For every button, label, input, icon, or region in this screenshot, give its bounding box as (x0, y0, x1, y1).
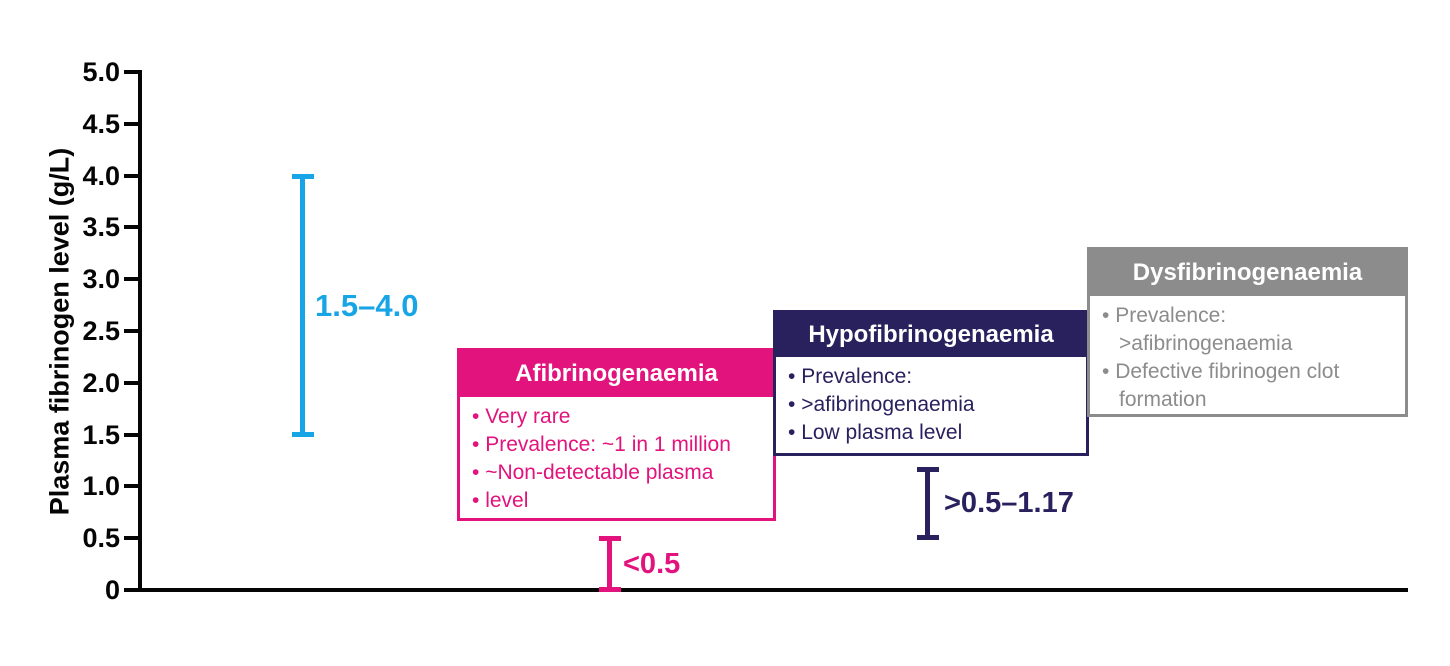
range-errorbar (917, 535, 939, 540)
y-axis-tick-label: 3.0 (82, 264, 120, 295)
y-axis-tick-label: 1.5 (82, 419, 120, 450)
hypofibrinogenaemia-title: Hypofibrinogenaemia (776, 313, 1086, 357)
y-axis-tick-label: 3.5 (82, 212, 120, 243)
dysfibrinogenaemia-callout (1087, 247, 1408, 417)
y-axis-tick-label: 2.0 (82, 367, 120, 398)
hypofibrinogenaemia-range-value-label: >0.5–1.17 (944, 487, 1074, 519)
range-errorbar (925, 469, 930, 538)
bullet-item: • >afibrinogenaemia (788, 391, 1076, 419)
afibrinogenaemia-bullet-list (460, 397, 773, 515)
range-errorbar (607, 538, 612, 590)
y-axis-tick (124, 433, 138, 437)
dysfibrinogenaemia-bullet-list (1090, 296, 1405, 414)
x-axis-line (138, 588, 1408, 592)
range-errorbar (599, 536, 621, 541)
bullet-item: • Prevalence: (788, 363, 1076, 391)
y-axis-tick (124, 122, 138, 126)
afibrinogenaemia-callout (457, 348, 776, 521)
normal-range-title: Normal plasma level in a healthy person (167, 97, 436, 152)
y-axis-tick (124, 536, 138, 540)
normal-range-value-label: 1.5–4.0 (315, 288, 419, 323)
y-axis-tick (124, 70, 138, 74)
bullet-item: • level (472, 487, 763, 515)
y-axis-tick-label: 0 (104, 575, 120, 605)
bullet-item: • Prevalence: >afibrinogenaemia (1102, 302, 1384, 358)
hypofibrinogenaemia-callout (773, 310, 1089, 456)
range-errorbar (292, 174, 314, 179)
bullet-item: • Defective fibrinogen clot formation (1102, 358, 1384, 414)
y-axis-tick (124, 588, 138, 592)
y-axis-tick (124, 381, 138, 385)
bullet-item: • Prevalence: ~1 in 1 million (472, 431, 763, 459)
y-axis-tick (124, 277, 138, 281)
bullet-item: • Very rare (472, 403, 763, 431)
range-errorbar (292, 432, 314, 437)
afibrinogenaemia-title: Afibrinogenaemia (460, 351, 773, 397)
y-axis-tick-label: 1.0 (82, 471, 120, 502)
range-errorbar (300, 176, 305, 435)
normal-range-callout (143, 87, 460, 162)
y-axis-tick (124, 484, 138, 488)
y-axis-tick-label: 4.0 (82, 160, 120, 191)
range-errorbar (599, 587, 621, 592)
bullet-item: • Low plasma level (788, 419, 1076, 447)
y-axis-tick (124, 225, 138, 229)
y-axis-tick-label: 0.5 (82, 523, 120, 554)
y-axis-line (138, 70, 142, 592)
y-axis-tick-label: 2.5 (82, 316, 120, 346)
y-axis-tick-label: 4.5 (82, 108, 120, 139)
bullet-item: • ~Non-detectable plasma (472, 459, 763, 487)
hypofibrinogenaemia-bullet-list (776, 357, 1086, 447)
afibrinogenaemia-range-value-label: <0.5 (623, 548, 681, 580)
dysfibrinogenaemia-title: Dysfibrinogenaemia (1090, 250, 1405, 296)
range-errorbar (917, 467, 939, 472)
y-axis-title: Plasma fibrinogen level (g/L) (44, 147, 75, 516)
y-axis-tick-label: 5.0 (82, 57, 120, 87)
y-axis-tick (124, 174, 138, 178)
y-axis-tick (124, 329, 138, 333)
